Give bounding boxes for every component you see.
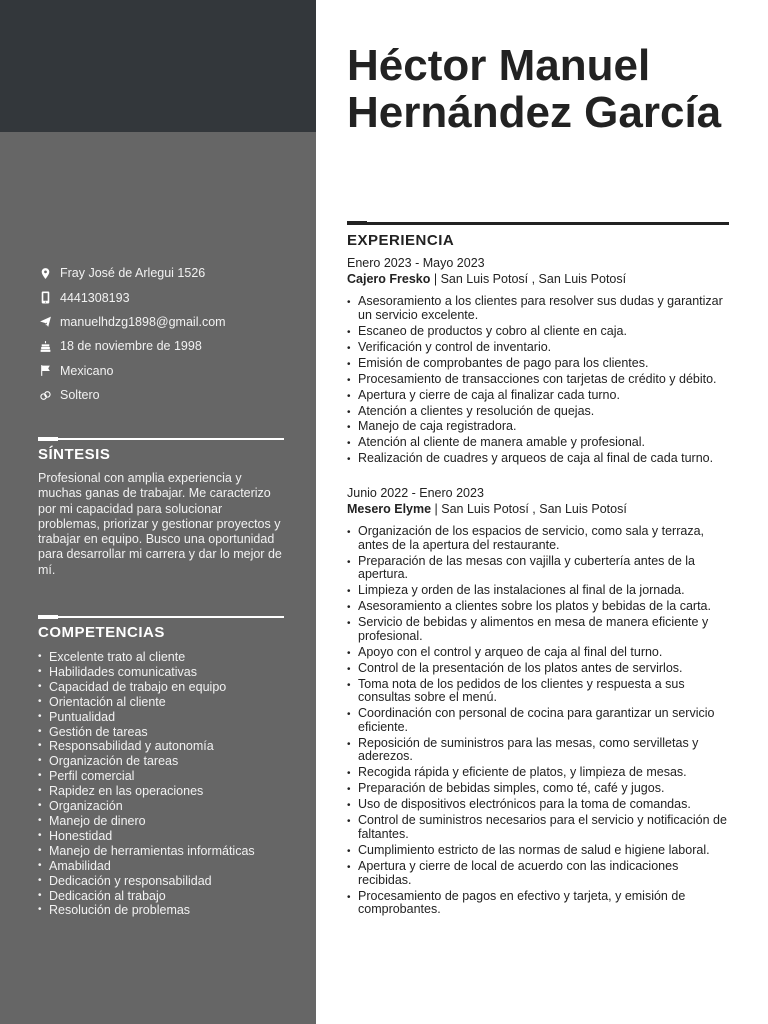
contact-birthdate bbox=[38, 334, 298, 358]
skills-list bbox=[38, 650, 284, 918]
birthday-cake-icon bbox=[38, 339, 52, 353]
job-bullet: • Emisión de comprobantes de pago para los clientes. bbox=[347, 357, 729, 371]
job-bullet: • Servicio de bebidas y alimentos en mesa de manera eficiente y profesional. bbox=[347, 616, 729, 643]
contact-email bbox=[38, 310, 298, 334]
job-location: | San Luis Potosí , San Luis Potosí bbox=[431, 502, 627, 517]
job-bullet: • Organización de los espacios de servicio, como sala y terraza, antes de la apertura del restaurante. bbox=[347, 525, 729, 552]
rings-icon bbox=[38, 388, 52, 402]
job-entry bbox=[347, 485, 729, 917]
job-position: Cajero Fresko bbox=[347, 272, 431, 286]
summary-divider bbox=[38, 438, 284, 440]
skill-item: • Dedicación y responsabilidad bbox=[38, 874, 284, 889]
job-bullet: • Apertura y cierre de caja al finalizar cada turno. bbox=[347, 389, 729, 403]
experience-section bbox=[347, 222, 729, 919]
job-bullet: • Recogida rápida y eficiente de platos, y limpieza de mesas. bbox=[347, 766, 729, 780]
full-name: Héctor Manuel Hernández García bbox=[347, 41, 722, 137]
skill-item: • Orientación al cliente bbox=[38, 695, 284, 710]
job-heading bbox=[347, 501, 729, 517]
contact-email-text: manuelhdzg1898@gmail.com bbox=[60, 314, 226, 329]
job-position: Mesero Elyme bbox=[347, 502, 432, 517]
job-bullet: • Atención a clientes y resolución de quejas. bbox=[347, 405, 729, 419]
sidebar bbox=[0, 0, 316, 1024]
skills-divider bbox=[38, 616, 284, 618]
skill-item: • Rapidez en las operaciones bbox=[38, 784, 284, 799]
skills-section bbox=[38, 616, 284, 918]
job-bullet: • Preparación de las mesas con vajilla y cubertería antes de la apertura. bbox=[347, 555, 729, 582]
contact-phone-text: 4441308193 bbox=[60, 290, 130, 305]
job-bullet: • Toma nota de los pedidos de los clientes y respuesta a sus consultas sobre el menú. bbox=[347, 678, 729, 705]
skill-item: • Resolución de problemas bbox=[38, 903, 284, 918]
job-bullet: • Reposición de suministros para las mesas, como servilletas y aderezos. bbox=[347, 737, 729, 764]
job-bullet: • Coordinación con personal de cocina para garantizar un servicio eficiente. bbox=[347, 707, 729, 734]
job-bullet: • Control de suministros necesarios para el servicio y notificación de faltantes. bbox=[347, 814, 729, 841]
contact-nationality-text: Mexicano bbox=[60, 363, 114, 378]
skill-item: • Gestión de tareas bbox=[38, 725, 284, 740]
skill-item: • Honestidad bbox=[38, 829, 284, 844]
job-bullet: • Verificación y control de inventario. bbox=[347, 341, 729, 355]
job-bullet: • Apoyo con el control y arqueo de caja al final del turno. bbox=[347, 646, 729, 660]
job-bullet: • Preparación de bebidas simples, como té, café y jugos. bbox=[347, 782, 729, 796]
job-bullet: • Uso de dispositivos electrónicos para la toma de comandas. bbox=[347, 798, 729, 812]
phone-icon bbox=[38, 291, 52, 305]
skill-item: • Perfil comercial bbox=[38, 769, 284, 784]
skill-item: • Manejo de herramientas informáticas bbox=[38, 844, 284, 859]
contact-phone bbox=[38, 285, 298, 309]
job-location: | San Luis Potosí , San Luis Potosí bbox=[430, 272, 627, 286]
job-bullet: • Apertura y cierre de local de acuerdo con las indicaciones recibidas. bbox=[347, 860, 729, 887]
summary-section bbox=[38, 438, 284, 578]
job-heading bbox=[347, 271, 729, 287]
job-bullet: • Cumplimiento estricto de las normas de salud e higiene laboral. bbox=[347, 844, 729, 858]
contact-marital-status bbox=[38, 383, 298, 407]
job-bullet: • Procesamiento de transacciones con tarjetas de crédito y débito. bbox=[347, 373, 729, 387]
job-bullet-list bbox=[347, 525, 729, 917]
location-pin-icon bbox=[38, 266, 52, 280]
contact-marital-status-text: Soltero bbox=[60, 388, 100, 403]
contact-list bbox=[38, 261, 298, 407]
skill-item: • Organización de tareas bbox=[38, 754, 284, 769]
skill-item: • Dedicación al trabajo bbox=[38, 889, 284, 904]
contact-nationality bbox=[38, 359, 298, 383]
job-entry bbox=[347, 255, 729, 466]
skill-item: • Capacidad de trabajo en equipo bbox=[38, 680, 284, 695]
flag-icon bbox=[38, 364, 52, 378]
job-bullet: • Control de la presentación de los platos antes de servirlos. bbox=[347, 662, 729, 676]
job-dates: Enero 2023 - Mayo 2023 bbox=[347, 256, 485, 270]
contact-address-text: Fray José de Arlegui 1526 bbox=[60, 266, 206, 281]
job-bullet: • Atención al cliente de manera amable y profesional. bbox=[347, 436, 729, 450]
job-bullet: • Realización de cuadres y arqueos de caja al final de cada turno. bbox=[347, 452, 729, 466]
skill-item: • Organización bbox=[38, 799, 284, 814]
skill-item: • Manejo de dinero bbox=[38, 814, 284, 829]
skill-item: • Amabilidad bbox=[38, 859, 284, 874]
experience-title: EXPERIENCIA bbox=[347, 232, 455, 249]
job-bullet: • Asesoramiento a clientes sobre los platos y bebidas de la carta. bbox=[347, 600, 729, 614]
summary-text: Profesional con amplia experiencia y muchas ganas de trabajar. Me caracterizo por mi capacidad para solucionar problemas, priorizar y gestionar proyectos y trabajar en equipo. Busco una oportunidad para desarrollar mi carrera y dar lo mejor de mí. bbox=[38, 471, 282, 577]
experience-divider bbox=[347, 222, 729, 225]
job-bullet: • Escaneo de productos y cobro al cliente en caja. bbox=[347, 325, 729, 339]
skill-item: • Habilidades comunicativas bbox=[38, 665, 284, 680]
contact-address bbox=[38, 261, 298, 285]
skill-item: • Puntualidad bbox=[38, 710, 284, 725]
job-bullet-list bbox=[347, 295, 729, 466]
job-dates: Junio 2022 - Enero 2023 bbox=[347, 486, 484, 501]
skill-item: • Responsabilidad y autonomía bbox=[38, 739, 284, 754]
summary-title: SÍNTESIS bbox=[38, 446, 111, 463]
sidebar-header-block bbox=[0, 0, 316, 132]
job-bullet: • Manejo de caja registradora. bbox=[347, 420, 729, 434]
job-bullet: • Asesoramiento a los clientes para resolver sus dudas y garantizar un servicio excelente. bbox=[347, 295, 729, 322]
paper-plane-icon bbox=[38, 315, 52, 329]
job-bullet: • Limpieza y orden de las instalaciones al final de la jornada. bbox=[347, 584, 729, 598]
contact-birthdate-text: 18 de noviembre de 1998 bbox=[60, 339, 202, 354]
job-bullet: • Procesamiento de pagos en efectivo y tarjeta, y emisión de comprobantes. bbox=[347, 890, 729, 917]
skill-item: • Excelente trato al cliente bbox=[38, 650, 284, 665]
skills-title: COMPETENCIAS bbox=[38, 624, 165, 641]
